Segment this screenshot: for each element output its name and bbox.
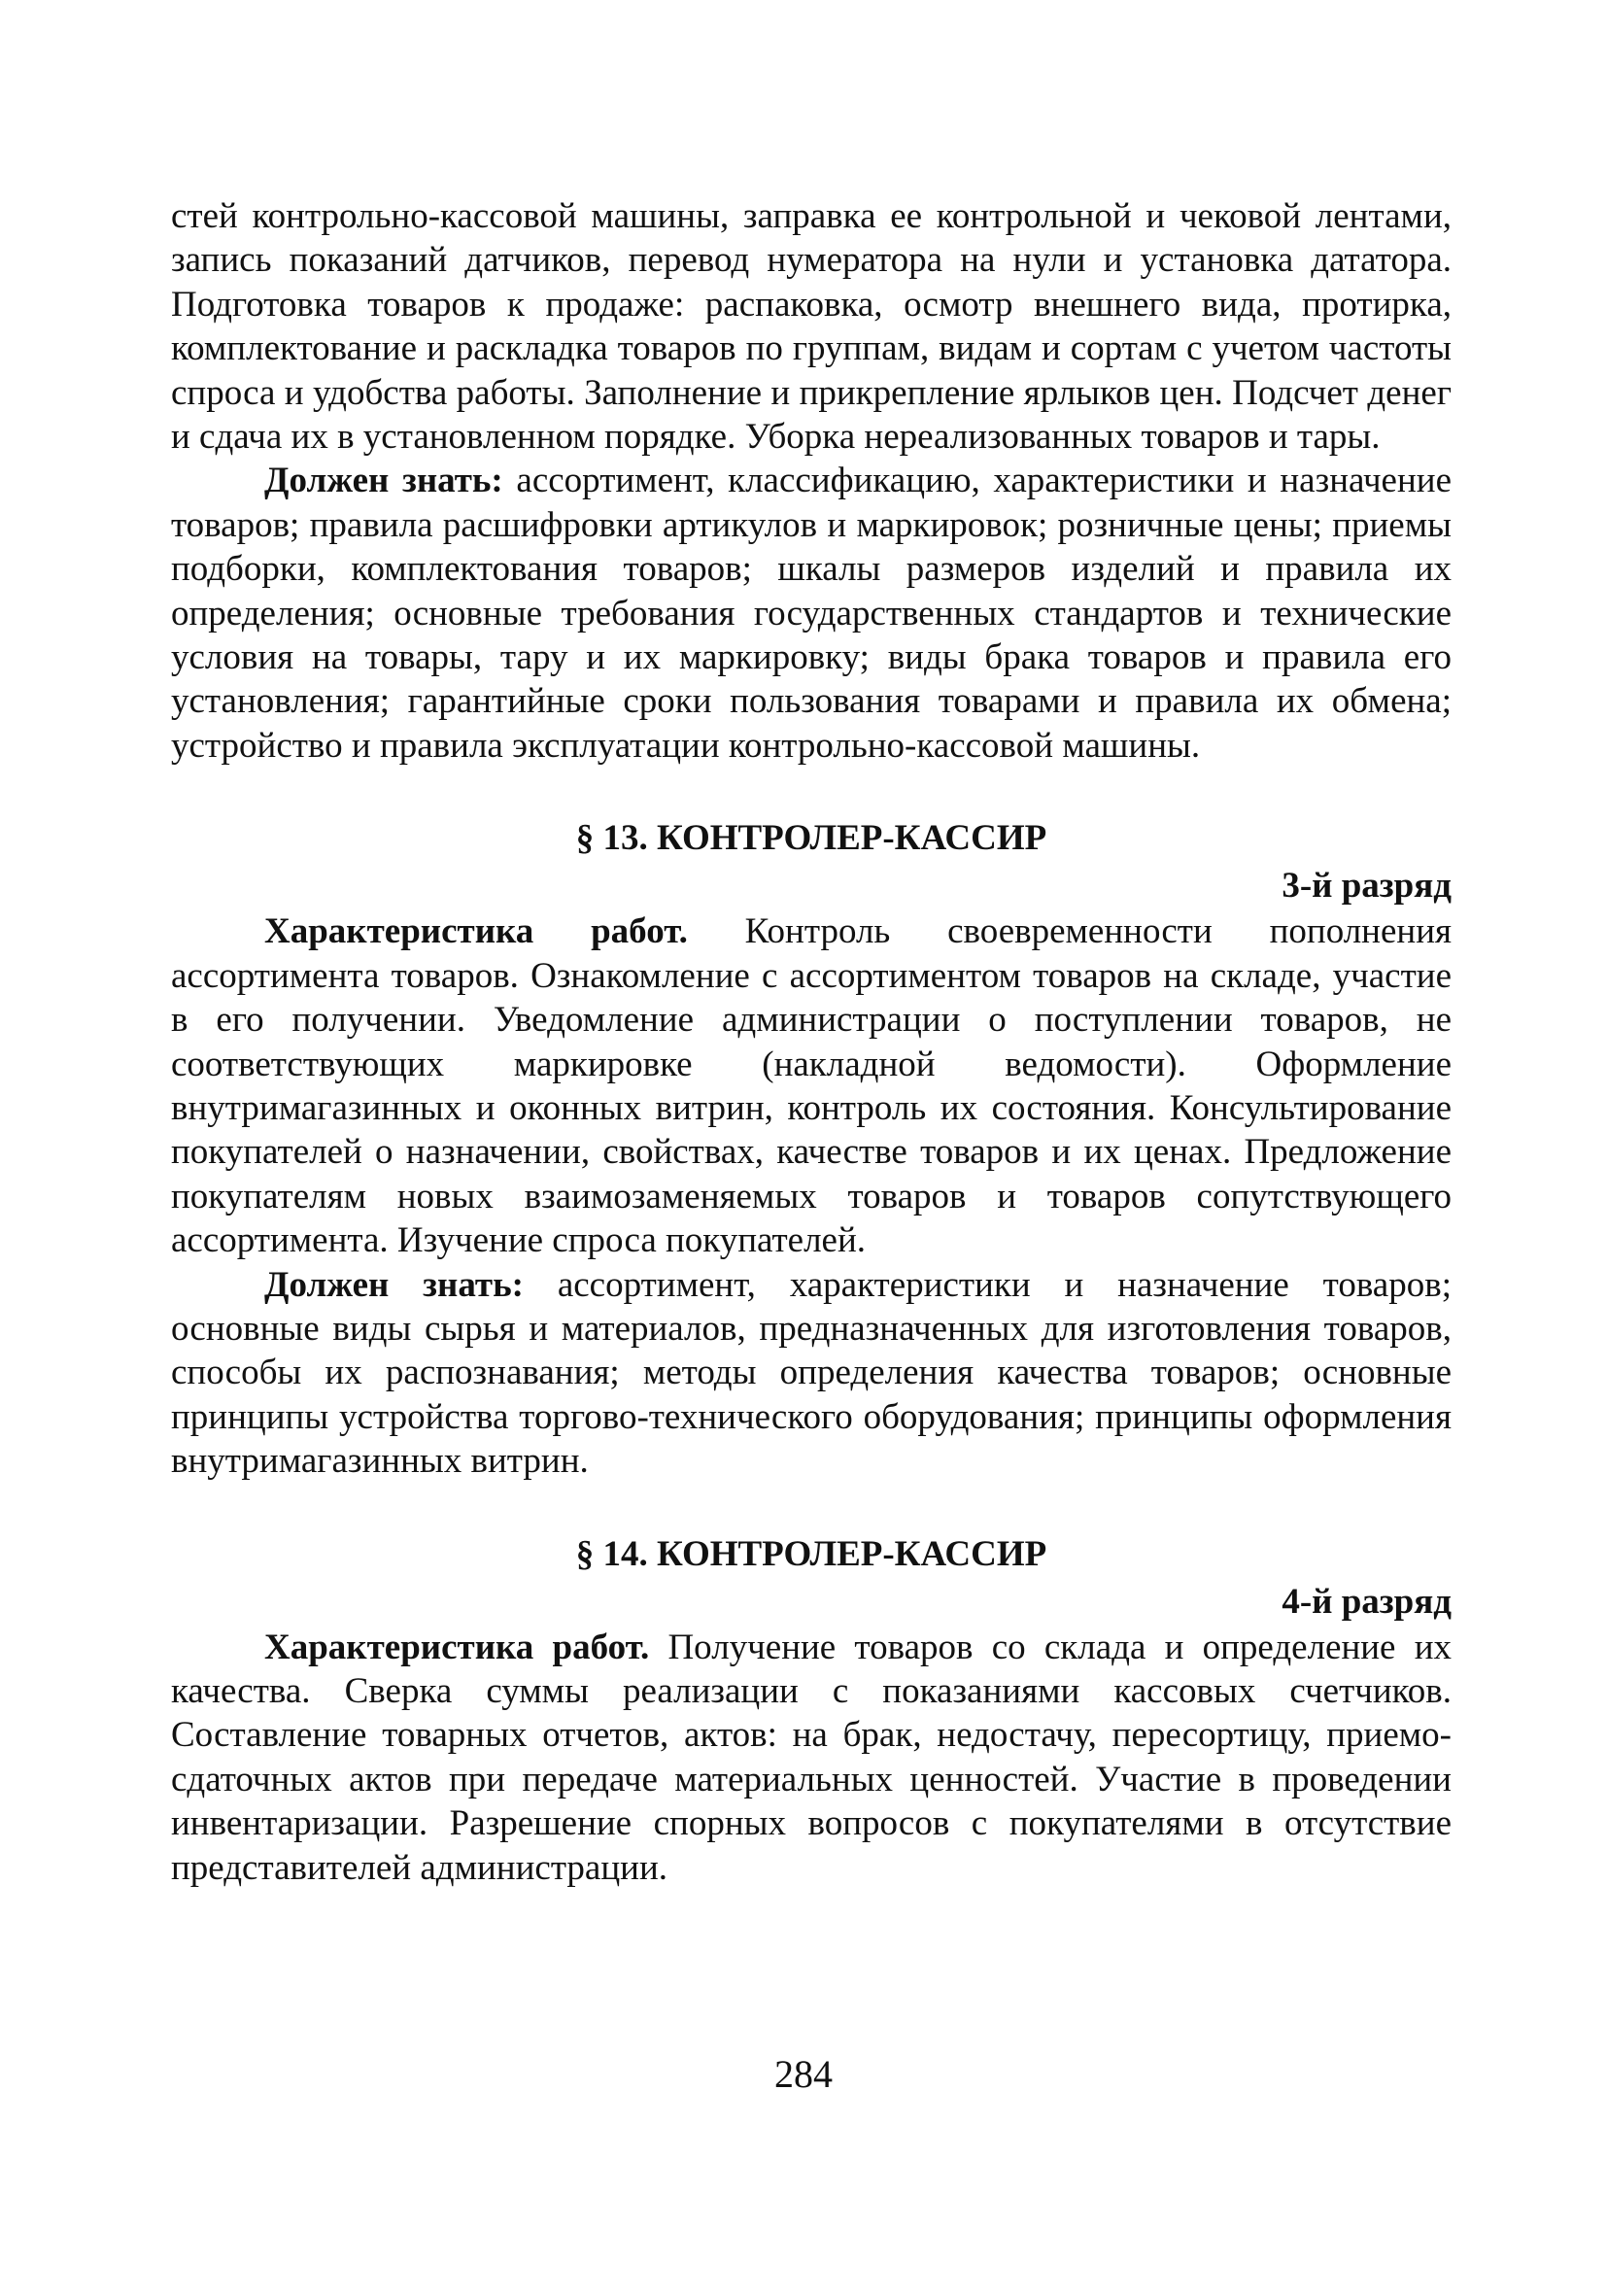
section-14-work-paragraph bbox=[171, 1626, 1452, 1890]
prev-knowledge-paragraph bbox=[171, 459, 1452, 768]
section-13-knowledge-lead: Должен знать: bbox=[264, 1264, 524, 1305]
section-13-knowledge-text: ассортимент, характеристики и назначение товаров; основные виды сырья и материалов, предназначенных для изготовления товаров, способы их распознавания; методы определения качества товаров; основные принципы устройства торгово-технического оборудования; принципы оформления внутримагазинных витрин. bbox=[171, 1264, 1452, 1482]
section-14-grade: 4-й разряд bbox=[1282, 1581, 1452, 1622]
section-13-knowledge-paragraph bbox=[171, 1263, 1452, 1484]
section-13-work-paragraph bbox=[171, 909, 1452, 1262]
continuation-paragraph bbox=[171, 194, 1452, 459]
section-14-work-text: Получение товаров со склада и определение их качества. Сверка суммы реализации с показаниями кассовых счетчиков. Составление товарных отчетов, актов: на брак, недостачу, пересортицу, приемо-сдаточных актов при передаче материальных ценностей. Участие в проведении инвентаризации. Разрешение спорных вопросов с покупателями в отсутствие представителей администрации. bbox=[171, 1627, 1452, 1888]
section-14-work-lead: Характеристика работ. bbox=[264, 1627, 650, 1667]
section-13-work-text: Контроль своевременности пополнения ассортимента товаров. Ознакомление с ассортиментом товаров на складе, участие в его получении. Уведомление администрации о поступлении товаров, не соответствующих маркировке (накладной ведомости). Оформление внутримагазинных и оконных витрин, контроль их состояния. Консультирование покупателей о назначении, свойствах, качестве товаров и их ценах. Предложение покупателям новых взаимозаменяемых товаров и товаров сопутствующего ассортимента. Изучение спроса покупателей. bbox=[171, 911, 1453, 1261]
section-13-work-lead: Характеристика работ. bbox=[264, 911, 688, 952]
section-13-title: § 13. КОНТРОЛЕР-КАССИР bbox=[575, 818, 1047, 859]
section-14-title: § 14. КОНТРОЛЕР-КАССИР bbox=[575, 1533, 1047, 1574]
page-number: 284 bbox=[774, 2052, 833, 2096]
section-13-grade: 3-й разряд bbox=[1282, 866, 1452, 907]
continuation-text: стей контрольно-кассовой машины, заправка ее контрольной и чековой лентами, запись показаний датчиков, перевод нумератора на нули и установка дататора. Подготовка товаров к продаже: распаковка, осмотр внешнего вида, протирка, комплектование и раскладка товаров по группам, видам и сортам с учетом частоты спроса и удобства работы. Заполнение и прикрепление ярлыков цен. Подсчет денег и сдача их в установленном порядке. Уборка нереализованных товаров и тары. bbox=[171, 196, 1452, 458]
prev-knowledge-text: ассортимент, классификацию, характеристики и назначение товаров; правила расшифровки артикулов и маркировок; розничные цены; приемы подборки, комплектования товаров; шкалы размеров изделий и правила их определения; основные требования государственных стандартов и технические условия на товары, тару и их маркировку; виды брака товаров и правила его установления; гарантийные сроки пользования товарами и правила их обмена; устройство и правила эксплуатации контрольно-кассовой машины. bbox=[171, 461, 1453, 766]
prev-knowledge-lead: Должен знать: bbox=[264, 461, 503, 501]
page-content bbox=[171, 194, 1452, 1890]
